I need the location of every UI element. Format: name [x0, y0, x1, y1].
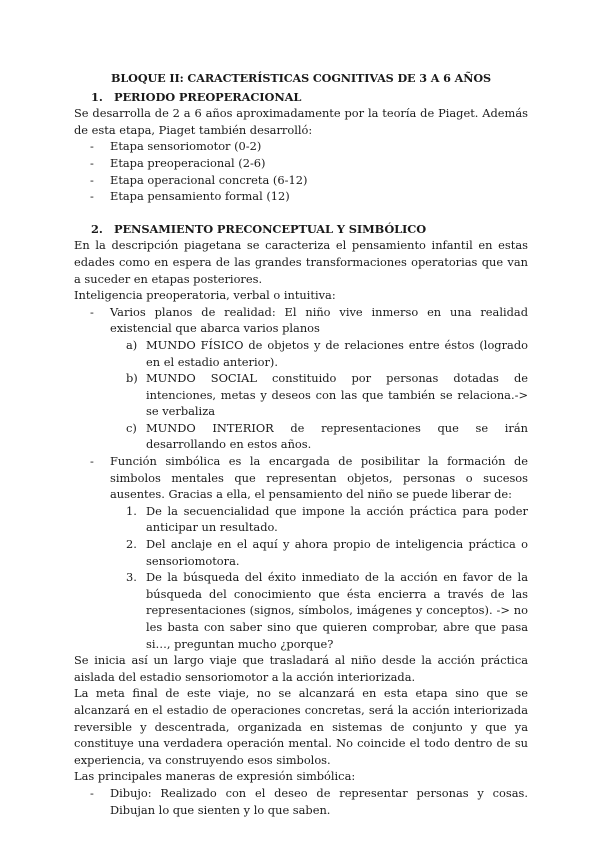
list-marker: 2. [126, 537, 137, 552]
list-item [74, 337, 528, 370]
intelligence-label: Inteligencia preoperatoria, verbal o intuitiva: [74, 288, 336, 303]
goal-paragraph: La meta final de este viaje, no se alcanzará en esta etapa sino que se alcanzará en el estadio de operaciones concretas, será la acción interiorizada reversible y descentrada, organizada en sistemas de conjunto y que ya constituye una verdadera operación mental. No coincide el todo dentro de su experiencia, va construyendo esos simbolos. [74, 686, 528, 767]
liberation-text: De la secuencialidad que impone la acción práctica para poder anticipar un resultado. [146, 503, 528, 535]
document-page [74, 70, 528, 818]
liberation-text: Del anclaje en el aquí y ahora propio de inteligencia práctica o sensoriomotora. [146, 537, 528, 568]
list-item: - Etapa sensoriomotor (0-2) [90, 139, 262, 154]
list-item: - Etapa operacional concreta (6-12) [90, 172, 308, 187]
section-1-paragraph: Se desarrolla de 2 a 6 años aproximadamente por la teoría de Piaget. Además de esta etapa, Piaget también desarrolló: [74, 106, 528, 137]
list-marker: c) [126, 420, 137, 435]
section-2-heading [74, 221, 528, 238]
drawing-text: Dibujo: Realizado con el deseo de representar personas y cosas. Dibujan lo que sienten y lo que saben. [110, 785, 528, 817]
document-title: BLOQUE II: CARACTERÍSTICAS COGNITIVAS DE 3 A 6 AÑOS [111, 71, 491, 85]
list-marker: b) [126, 371, 138, 386]
list-item [74, 503, 528, 536]
stages-list [74, 138, 528, 204]
list-marker: 3. [126, 570, 137, 585]
list-item [74, 536, 528, 569]
list-marker: 1. [126, 503, 137, 518]
section-1-number: 1. [91, 89, 103, 104]
symbolic-function-item: - Función simbólica es la encargada de posibilitar la formación de simbolos mentales que representan objetos, personas o sucesos ausentes. Gracias a ella, el pensamiento del niño se puede liberar de: [90, 454, 528, 502]
stage-text: Etapa preoperacional (2-6) [110, 155, 266, 170]
list-item: - Etapa preoperacional (2-6) [90, 155, 266, 170]
planes-item: - Varios planos de realidad: El niño vive inmerso en una realidad existencial que abarca varios planos [90, 304, 528, 336]
journey-paragraph: Se inicia así un largo viaje que trasladará al niño desde la acción práctica aislada del estadio sensoriomotor a la acción interiorizada. [74, 653, 528, 684]
planes-text: Varios planos de realidad: El niño vive inmerso en una realidad existencial que abarca varios planos [110, 304, 528, 336]
plane-text: MUNDO FÍSICO de objetos y de relaciones entre éstos (logrado en el estadio anterior). [146, 337, 528, 369]
section-2-intro: En la descripción piagetana se caracteriza el pensamiento infantil en estas edades como en espera de las grandes transformaciones operatorias que van a suceder en etapas posteriores. [74, 238, 528, 286]
liberation-text: De la búsqueda del éxito inmediato de la acción en favor de la búsqueda del conocimiento que ésta encierra a través de las representaciones (signos, símbolos, imágenes y conceptos). -> no les basta con saber sino que quieren comprobar, abre que pasa si…, preguntan mucho ¿porque? [146, 570, 528, 651]
drawing-item: - Dibujo: Realizado con el deseo de representar personas y cosas. Dibujan lo que sienten y lo que saben. [90, 785, 528, 817]
list-item [74, 569, 528, 652]
section-2-number: 2. [91, 221, 103, 236]
stage-text: Etapa operacional concreta (6-12) [110, 172, 308, 187]
section-1-heading-text: PERIODO PREOPERACIONAL [114, 89, 302, 104]
symbolic-function-text: Función simbólica es la encargada de posibilitar la formación de simbolos mentales que representan objetos, personas o sucesos ausentes. Gracias a ella, el pensamiento del niño se puede liberar de: [110, 454, 528, 502]
list-marker: a) [126, 337, 138, 352]
list-item [74, 420, 528, 453]
plane-text: MUNDO SOCIAL constituido por personas dotadas de intenciones, metas y deseos con las que también se relaciona.-> se verbaliza [146, 371, 528, 419]
section-2-heading-text: PENSAMIENTO PRECONCEPTUAL Y SIMBÓLICO [114, 221, 427, 236]
section-1-heading [74, 89, 528, 106]
expression-label: Las principales maneras de expresión simbólica: [74, 769, 356, 784]
list-item: - Etapa pensamiento formal (12) [90, 189, 290, 204]
plane-text: MUNDO INTERIOR de representaciones que se irán desarrollando en estos años. [146, 420, 528, 452]
stage-text: Etapa sensoriomotor (0-2) [110, 139, 262, 154]
stage-text: Etapa pensamiento formal (12) [110, 189, 290, 204]
list-item [74, 370, 528, 420]
